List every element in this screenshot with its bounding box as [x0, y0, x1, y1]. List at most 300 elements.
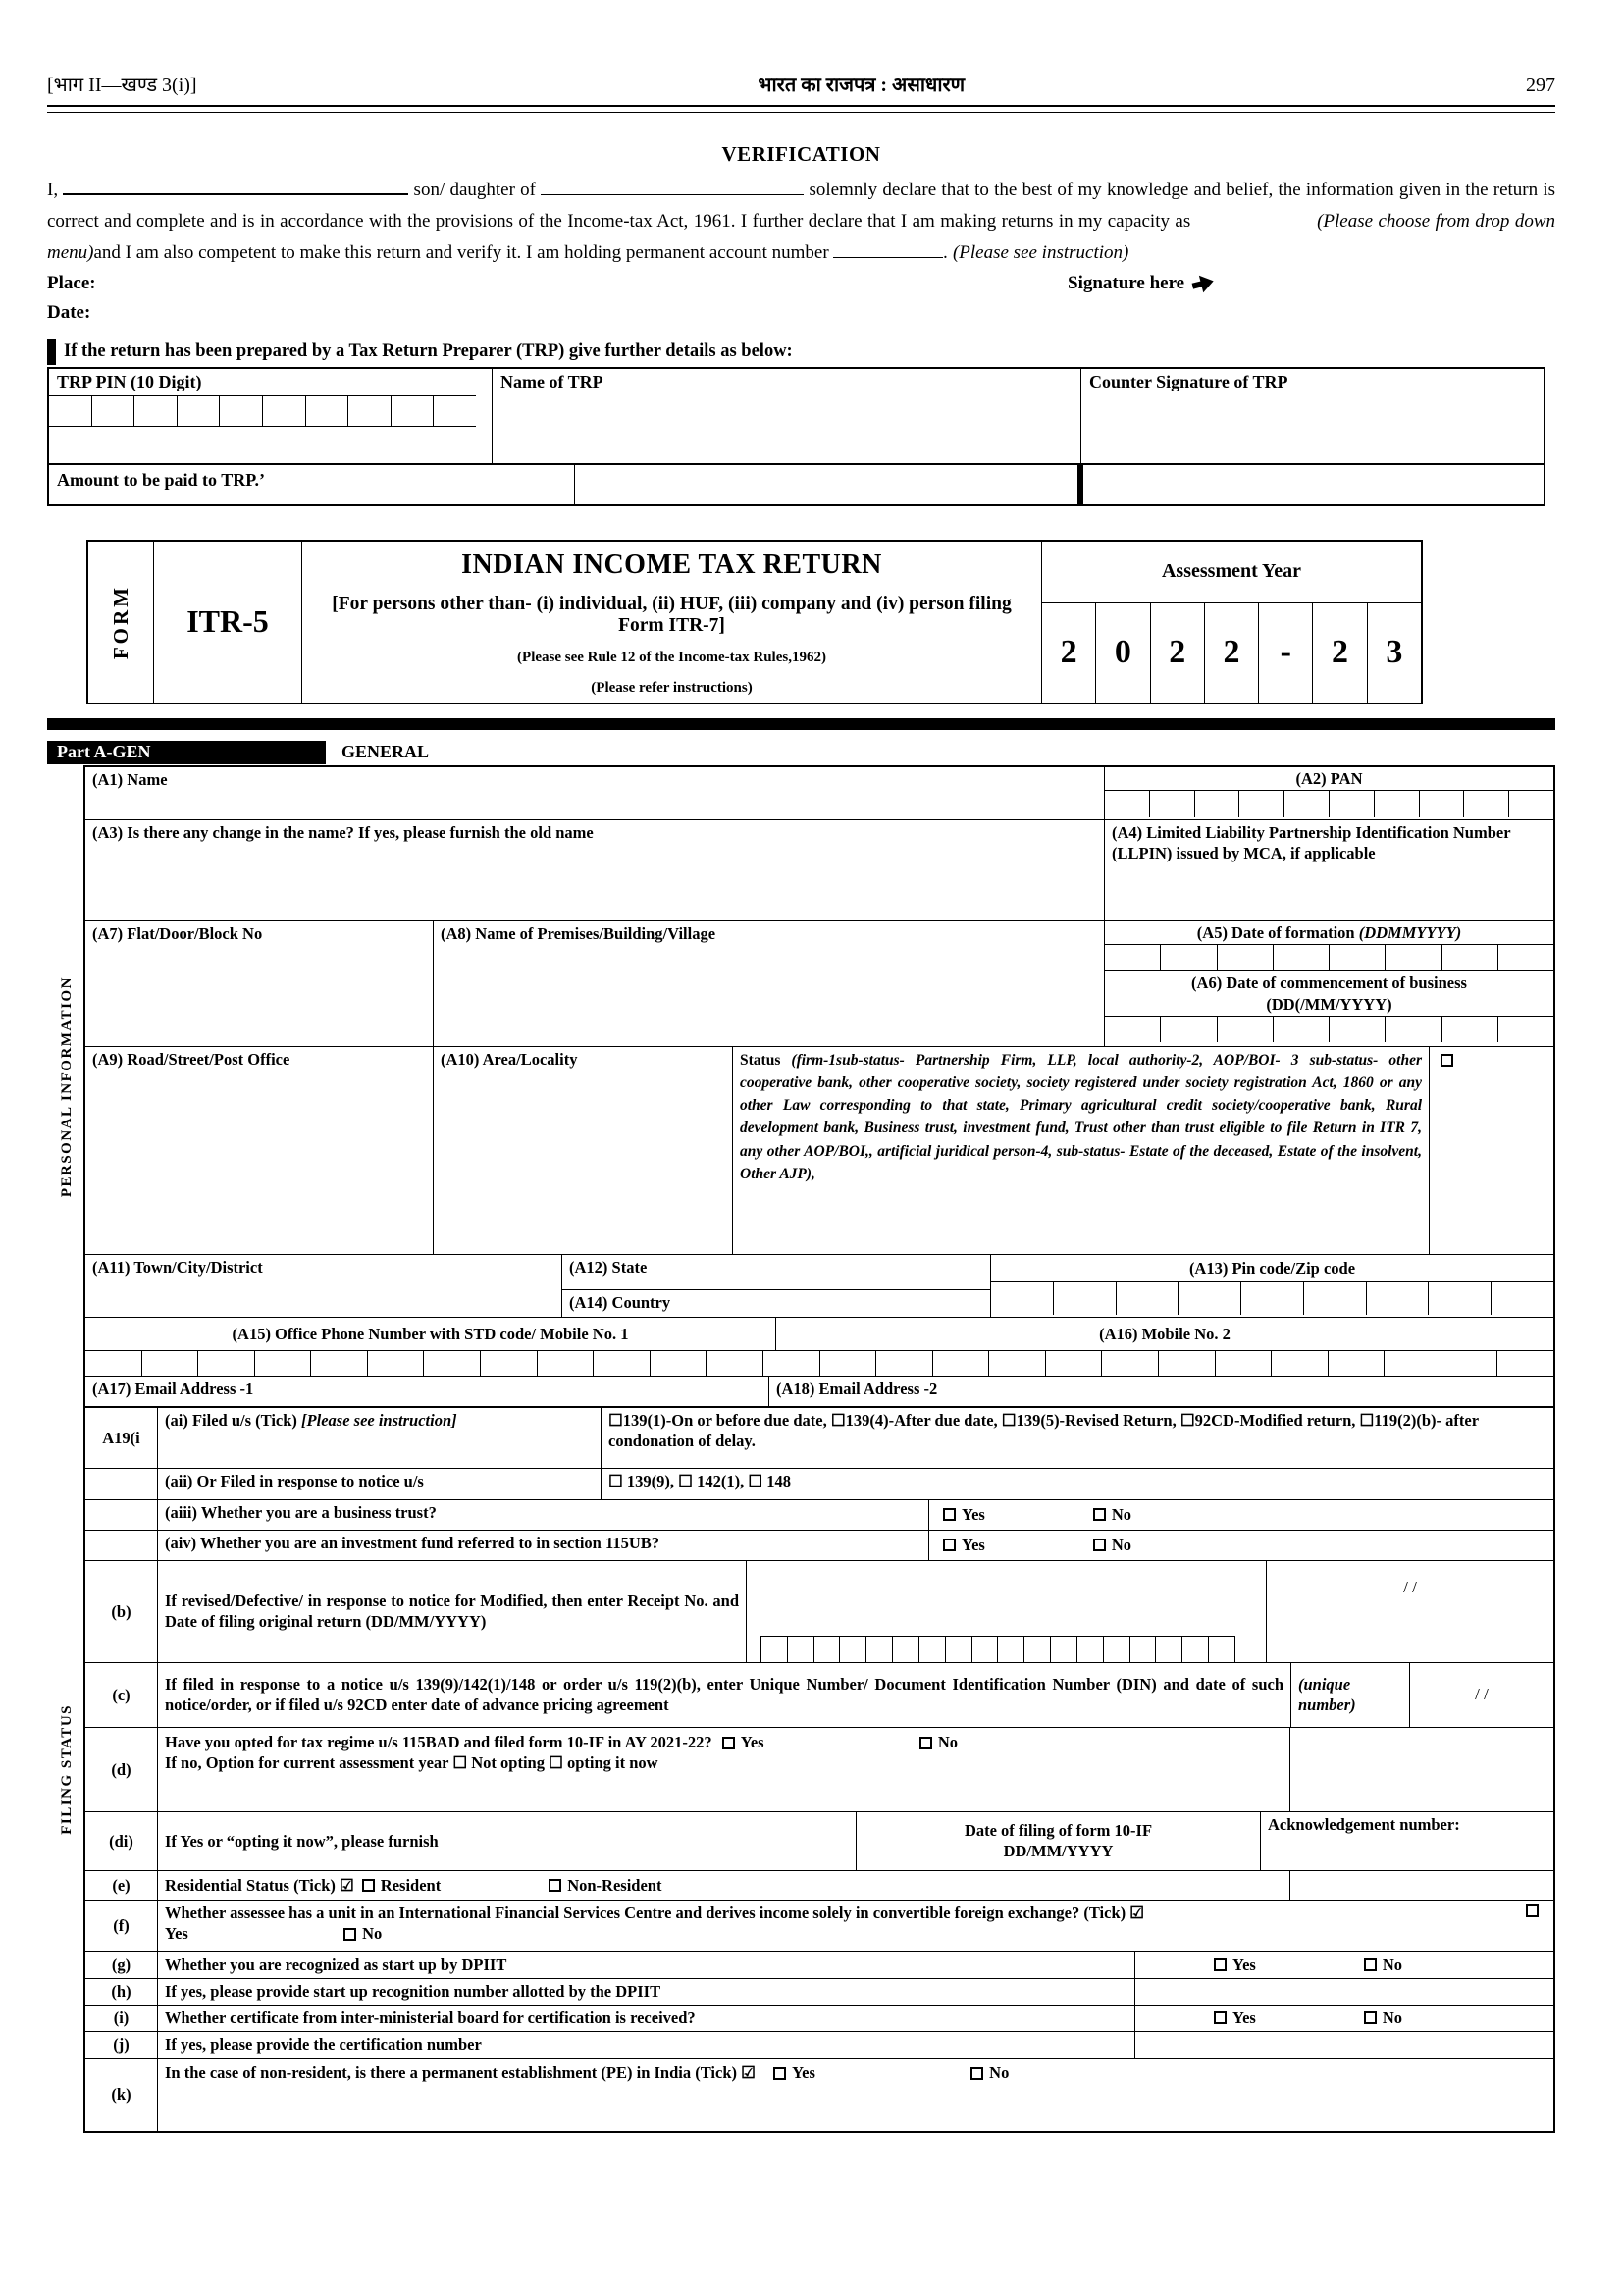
aiii-no-checkbox[interactable]: [1093, 1508, 1106, 1521]
dropdown-note: (Please choose from drop down menu): [47, 210, 1556, 263]
aiii-yes-checkbox[interactable]: [943, 1508, 956, 1521]
h-value-cell[interactable]: [1135, 1979, 1553, 2005]
f-no-checkbox[interactable]: [343, 1928, 356, 1941]
i-row-label: (i): [85, 2006, 158, 2031]
ai-label-text: (ai) Filed u/s (Tick): [165, 1410, 297, 1430]
digit-box[interactable]: [1209, 1637, 1234, 1662]
digit-box[interactable]: [1241, 1282, 1304, 1315]
row-aiii: [85, 1500, 1553, 1531]
di-acknowledgement-number[interactable]: Acknowledgement number:: [1268, 1814, 1460, 1834]
digit-box[interactable]: [1442, 945, 1498, 970]
e-empty-cell: [1290, 1871, 1553, 1900]
no-label: No: [937, 1732, 959, 1751]
digit-box[interactable]: [946, 1637, 972, 1662]
aiv-yes-checkbox[interactable]: [943, 1539, 956, 1551]
a5-format-note: (DDMMYYYY): [1358, 922, 1462, 942]
d-question-text: Have you opted for tax regime u/s 115BAD and filed form 10-IF in AY 2021-22?: [165, 1732, 712, 1751]
phone-number-boxes[interactable]: [85, 1351, 1553, 1376]
yes-label: Yes: [740, 1732, 764, 1751]
d-line1: [165, 1732, 1283, 1752]
d-empty-cell: [1290, 1728, 1553, 1811]
yes-label: Yes: [962, 1505, 985, 1524]
digit-box[interactable]: [1104, 1637, 1130, 1662]
a5-label-text: (A5) Date of formation: [1196, 922, 1355, 942]
parent-name-blank[interactable]: [541, 181, 804, 195]
assessment-year-label: Assessment Year: [1042, 542, 1421, 603]
a2-pan-label: (A2) PAN: [1105, 767, 1553, 791]
row-a3-a4: [85, 820, 1553, 921]
b-row-label: (b): [85, 1561, 158, 1662]
arrow-right-icon: [1190, 272, 1216, 294]
gazette-title-hindi: भारत का राजपत्र : असाधारण: [758, 75, 966, 96]
digit-box[interactable]: [1497, 1351, 1553, 1376]
di-date-line2: DD/MM/YYYY: [1003, 1842, 1114, 1861]
digit-box[interactable]: [893, 1637, 919, 1662]
field-d-115bad: [158, 1728, 1290, 1811]
form-subtitle: [For persons other than- (i) individual, (ii) HUF, (iii) company and (iv) person filing Form ITR-7]: [332, 594, 1012, 637]
form-code: ITR-5: [154, 542, 302, 703]
field-a5-a6-dates: [1105, 921, 1553, 1046]
digit-box[interactable]: [594, 1351, 651, 1376]
a13-pincode-label: (A13) Pin code/Zip code: [991, 1255, 1553, 1282]
c-row-label: (c): [85, 1663, 158, 1727]
resident-label: Resident: [380, 1875, 442, 1895]
digit-box[interactable]: [1429, 1282, 1492, 1315]
d-no-checkbox[interactable]: [919, 1737, 932, 1749]
field-k-permanent-establishment: [158, 2059, 1553, 2131]
yes-label: Yes: [165, 1924, 188, 1944]
row-label-cell: [85, 1531, 158, 1560]
field-a14-country[interactable]: (A14) Country: [569, 1292, 671, 1312]
trp-amount-row: [49, 463, 1544, 504]
field-c-din: If filed in response to a notice u/s 139(9)/142(1)/148 or order u/s 119(2)(b), enter Unique Number/ Document Identification Number (DIN) and date of such notice/order, or if filed u/s 92CD enter date of advance pricing agreement: [158, 1663, 1291, 1727]
digit-box[interactable]: [1420, 791, 1465, 817]
ay-digit: 0: [1096, 603, 1150, 703]
digit-box[interactable]: [1386, 1017, 1441, 1042]
digit-box[interactable]: [538, 1351, 595, 1376]
row-j: [85, 2032, 1553, 2059]
a5-date-of-formation-label: [1105, 921, 1553, 945]
signature-here: [1068, 273, 1214, 294]
digit-box[interactable]: [92, 396, 135, 426]
digit-box[interactable]: [1117, 1282, 1179, 1315]
digit-box[interactable]: [1077, 1637, 1104, 1662]
personal-information-sidebar: [49, 767, 85, 1406]
row-aii: [85, 1469, 1553, 1500]
form-vertical-cell: [88, 542, 154, 703]
digit-box[interactable]: [1442, 1017, 1498, 1042]
digit-box[interactable]: [1498, 1017, 1553, 1042]
digit-box[interactable]: [1159, 1351, 1216, 1376]
field-a15-phone: (A15) Office Phone Number with STD code/ Mobile No. 1: [85, 1318, 776, 1350]
digit-box[interactable]: [1105, 945, 1161, 970]
digit-box[interactable]: [85, 1351, 142, 1376]
ay-digit: 2: [1313, 603, 1367, 703]
digit-box[interactable]: [348, 396, 392, 426]
ay-digit: -: [1259, 603, 1313, 703]
a6-commencement-label: [1105, 971, 1553, 1017]
digit-box[interactable]: [876, 1351, 933, 1376]
field-a4-llpin[interactable]: (A4) Limited Liability Partnership Identification Number (LLPIN) issued by MCA, if applicable: [1112, 822, 1511, 863]
f-line2: [165, 1923, 1546, 1944]
f-line1: [165, 1903, 1546, 1923]
field-aii-notice: (aii) Or Filed in response to notice u/s: [158, 1469, 602, 1499]
declarant-name-blank[interactable]: [63, 180, 408, 195]
row-b: [85, 1561, 1553, 1663]
signature-here-label: Signature here: [1068, 272, 1185, 293]
digit-box[interactable]: [198, 1351, 255, 1376]
verification-title: VERIFICATION: [721, 142, 881, 166]
part-a-gen-tag: Part A-GEN: [47, 741, 326, 764]
field-a16-mobile2: (A16) Mobile No. 2: [1099, 1324, 1231, 1343]
digit-box[interactable]: [1375, 791, 1420, 817]
trp-pin-header: TRP PIN (10 Digit): [57, 371, 202, 391]
digit-box[interactable]: [1330, 945, 1386, 970]
filing-status-table: [58, 1408, 1555, 2133]
declaration-body: the best of my knowledge and belief, the information given in the return is correct and complete and is in accordance with the provisions of the Income-tax Act, 1961. I further declare that I am making returns in my capacity as: [47, 180, 1556, 232]
no-label: No: [1111, 1505, 1132, 1524]
digit-box[interactable]: [991, 1282, 1054, 1315]
row-a9-a10-status: [85, 1047, 1553, 1255]
digit-box[interactable]: [434, 396, 476, 426]
ay-digit: 3: [1386, 634, 1403, 671]
field-f-ifsc: [158, 1901, 1553, 1951]
row-h: [85, 1979, 1553, 2006]
row-a17-a18: [85, 1377, 1553, 1406]
g-no-checkbox[interactable]: [1364, 1958, 1377, 1971]
form-title-cell: [302, 542, 1042, 703]
place-label: Place:: [47, 272, 96, 293]
c-unique-number-note[interactable]: (unique number): [1291, 1663, 1410, 1727]
i-no-checkbox[interactable]: [1364, 2011, 1377, 2024]
assessment-year-digits: [1042, 603, 1421, 703]
field-a3-name-change[interactable]: (A3) Is there any change in the name? If yes, please furnish the old name: [85, 820, 1105, 920]
form-vertical-label: FORM: [108, 584, 132, 659]
row-i: [85, 2006, 1553, 2032]
g-row-label: (g): [85, 1952, 158, 1978]
field-j-certification-number: If yes, please provide the certification number: [158, 2032, 1135, 2058]
d-row-label: (d): [85, 1728, 158, 1811]
digit-box[interactable]: [255, 1351, 312, 1376]
digit-box[interactable]: [1386, 945, 1441, 970]
row-label-cell: [85, 1500, 158, 1530]
field-aiii-business-trust: (aiii) Whether you are a business trust?: [158, 1500, 929, 1530]
digit-box[interactable]: [1274, 945, 1330, 970]
digit-box[interactable]: [424, 1351, 481, 1376]
field-e-residential-status: [158, 1871, 1290, 1900]
filing-status-sidebar: [49, 1408, 85, 2131]
non-resident-label: Non-Resident: [567, 1875, 662, 1895]
digit-box[interactable]: [1161, 945, 1217, 970]
i-yes-checkbox[interactable]: [1214, 2011, 1227, 2024]
digit-box[interactable]: [1161, 1017, 1217, 1042]
trp-pin-cell: [49, 369, 493, 463]
field-ai-filed-us: [158, 1408, 602, 1468]
trp-amount-label: Amount to be paid to TRP.’: [49, 465, 575, 504]
digit-box[interactable]: [178, 396, 221, 426]
digit-box[interactable]: [1330, 791, 1375, 817]
digit-box[interactable]: [1509, 791, 1553, 817]
f-question-text: Whether assessee has a unit in an International Financial Services Centre and derives income solely in convertible foreign exchange? (Tick) ☑: [165, 1903, 1145, 1922]
field-a12-state[interactable]: (A12) State: [562, 1255, 990, 1290]
row-f: [85, 1901, 1553, 1952]
field-a2-pan: [1105, 767, 1553, 819]
e-label-text: Residential Status (Tick) ☑: [165, 1875, 354, 1895]
digit-box[interactable]: [368, 1351, 425, 1376]
digit-box[interactable]: [1024, 1637, 1051, 1662]
gazette-header: [47, 71, 1555, 97]
digit-box[interactable]: [1218, 1017, 1274, 1042]
digit-box[interactable]: [1274, 1017, 1330, 1042]
status-checkbox-cell: [1430, 1047, 1553, 1254]
digit-box[interactable]: [840, 1637, 866, 1662]
d-line2[interactable]: If no, Option for current assessment year ☐ Not opting ☐ opting it now: [165, 1753, 658, 1773]
yes-label: Yes: [792, 2062, 815, 2082]
trp-intro-text: If the return has been prepared by a Tax Return Preparer (TRP) give further details as below:: [64, 341, 793, 362]
no-label: No: [989, 2062, 1010, 2082]
digit-box[interactable]: [1329, 1351, 1386, 1376]
trp-pin-boxes[interactable]: [49, 395, 476, 427]
digit-box[interactable]: [933, 1351, 990, 1376]
trp-counter-signature-area[interactable]: [1077, 465, 1544, 504]
field-g-dpiit: Whether you are recognized as start up by DPIIT: [158, 1952, 1135, 1978]
son-daughter-label: son/ daughter of: [413, 180, 536, 200]
field-a18-email2[interactable]: (A18) Email Address -2: [776, 1379, 938, 1398]
a6-date-boxes[interactable]: [1105, 1017, 1553, 1042]
digit-box[interactable]: [1102, 1351, 1159, 1376]
field-a12-a14: [562, 1255, 991, 1317]
ay-digit: 2: [1042, 603, 1096, 703]
personal-information-sidebar-label: PERSONAL INFORMATION: [58, 975, 75, 1197]
digit-box[interactable]: [651, 1351, 707, 1376]
digit-box[interactable]: [142, 1351, 199, 1376]
digit-box[interactable]: [1179, 1282, 1241, 1315]
pan-boxes[interactable]: [1105, 791, 1553, 817]
digit-box[interactable]: [311, 1351, 368, 1376]
digit-box[interactable]: [263, 396, 306, 426]
c-date-slashes[interactable]: / /: [1475, 1685, 1489, 1704]
header-double-rule: [47, 105, 1555, 113]
assessment-year-cell: [1042, 542, 1421, 703]
digit-box[interactable]: [1216, 1351, 1273, 1376]
digit-box[interactable]: [761, 1637, 788, 1662]
no-label: No: [1382, 1955, 1403, 1974]
k-no-checkbox[interactable]: [970, 2067, 983, 2080]
itr-form-header: [86, 540, 1423, 704]
aiv-yes-no: [929, 1531, 1553, 1560]
digit-box[interactable]: [1385, 1351, 1441, 1376]
no-label: No: [362, 1924, 383, 1944]
field-a17-email1[interactable]: (A17) Email Address -1: [85, 1377, 769, 1406]
trp-amount-value-field[interactable]: [575, 465, 1077, 504]
digit-box[interactable]: [1239, 791, 1284, 817]
digit-box[interactable]: [1367, 1282, 1430, 1315]
digit-box[interactable]: [1218, 945, 1274, 970]
row-k: [85, 2059, 1553, 2131]
digit-box[interactable]: [788, 1637, 814, 1662]
part-a-gen-row: [47, 740, 1555, 765]
yes-label: Yes: [1232, 1955, 1256, 1974]
status-checkbox[interactable]: [1441, 1054, 1453, 1067]
declarant-prefix: I,: [47, 180, 59, 200]
digit-box[interactable]: [1304, 1282, 1367, 1315]
d-yes-checkbox[interactable]: [722, 1737, 735, 1749]
b-receipt-boxes[interactable]: [760, 1636, 1235, 1662]
section-divider-bar: [47, 718, 1555, 730]
di-date-of-filing[interactable]: [857, 1812, 1261, 1870]
field-a9-road-street[interactable]: (A9) Road/Street/Post Office: [85, 1047, 434, 1254]
f-trailing-checkbox[interactable]: [1526, 1904, 1539, 1917]
digit-box[interactable]: [919, 1637, 946, 1662]
pincode-boxes[interactable]: [991, 1282, 1553, 1315]
digit-box[interactable]: [1156, 1637, 1182, 1662]
yes-label: Yes: [962, 1536, 985, 1554]
aiii-yes-no: [929, 1500, 1553, 1530]
row-phone-boxes: [85, 1351, 1553, 1377]
row-a1-a2: [85, 767, 1553, 820]
field-a1-name[interactable]: (A1) Name: [85, 767, 1105, 819]
digit-box[interactable]: [1054, 1282, 1117, 1315]
ai-section-options[interactable]: ☐139(1)-On or before due date, ☐139(4)-After due date, ☐139(5)-Revised Return, ☐92CD-Modified return, ☐119(2)(b)- after condonation of delay.: [608, 1410, 1479, 1451]
di-date-line1: Date of filing of form 10-IF: [964, 1820, 1153, 1840]
field-status: [733, 1047, 1430, 1254]
declaration-lead: solemnly declare that to: [809, 180, 989, 200]
field-b-revised-receipt: If revised/Defective/ in response to notice for Modified, then enter Receipt No. and Date of filing original return (DD/MM/YYYY): [158, 1561, 747, 1662]
a5-date-boxes[interactable]: [1105, 945, 1553, 971]
row-di: [85, 1812, 1553, 1871]
digit-box[interactable]: [1272, 1351, 1329, 1376]
digit-box[interactable]: [1130, 1637, 1157, 1662]
digit-box[interactable]: [1195, 791, 1240, 817]
field-a13-pincode: [991, 1255, 1553, 1317]
row-a11-a12-a13-a14: [85, 1255, 1553, 1318]
trp-table: [47, 367, 1545, 506]
field-di-furnish: If Yes or “opting it now”, please furnish: [158, 1812, 857, 1870]
trp-counter-signature-field[interactable]: Counter Signature of TRP: [1089, 371, 1288, 391]
digit-box[interactable]: [1284, 791, 1330, 817]
see-instruction-note: . (Please see instruction): [943, 241, 1129, 263]
digit-box[interactable]: [1105, 791, 1150, 817]
date-label: Date:: [47, 301, 91, 323]
digit-box[interactable]: [392, 396, 435, 426]
aii-section-options[interactable]: ☐ 139(9), ☐ 142(1), ☐ 148: [608, 1471, 791, 1490]
no-label: No: [1111, 1536, 1132, 1554]
k-question-text: In the case of non-resident, is there a permanent establishment (PE) in India (Tick) ☑: [165, 2062, 756, 2082]
trp-name-field[interactable]: Name of TRP: [493, 369, 1081, 463]
row-g: [85, 1952, 1553, 1979]
g-yes-checkbox[interactable]: [1214, 1958, 1227, 1971]
declaration-body-2: and I am also competent to make this return and verify it. I am holding permanent account number: [93, 241, 829, 263]
e-row-label: (e): [85, 1871, 158, 1900]
verification-paragraph: [47, 175, 1555, 269]
e-non-resident-checkbox[interactable]: [549, 1879, 561, 1892]
digit-box[interactable]: [1182, 1637, 1209, 1662]
digit-box[interactable]: [1330, 1017, 1386, 1042]
ay-digit: 2: [1151, 603, 1205, 703]
trp-intro-line: [47, 339, 1555, 365]
row-label-cell: [85, 1469, 158, 1499]
row-d: [85, 1728, 1553, 1812]
status-label: Status: [740, 1051, 781, 1069]
row-aiv: [85, 1531, 1553, 1561]
i-yes-no: [1135, 2006, 1553, 2031]
row-a15-a16: [85, 1318, 1553, 1351]
digit-box[interactable]: [481, 1351, 538, 1376]
a6-label-line1: (A6) Date of commencement of business: [1191, 973, 1467, 993]
b-receipt-area[interactable]: [747, 1561, 1267, 1662]
field-a8-premises[interactable]: (A8) Name of Premises/Building/Village: [434, 921, 1105, 1046]
k-yes-checkbox[interactable]: [773, 2067, 786, 2080]
digit-box[interactable]: [820, 1351, 877, 1376]
row-a19-ai: [85, 1408, 1553, 1469]
personal-information-table: [58, 765, 1555, 1408]
h-row-label: (h): [85, 1979, 158, 2005]
digit-box[interactable]: [134, 396, 178, 426]
j-value-cell[interactable]: [1135, 2032, 1553, 2058]
digit-box[interactable]: [1105, 1017, 1161, 1042]
field-a10-area-locality[interactable]: (A10) Area/Locality: [434, 1047, 733, 1254]
b-date-slashes[interactable]: / /: [1403, 1577, 1417, 1596]
row-e: [85, 1871, 1553, 1901]
k-row-label: (k): [85, 2059, 158, 2131]
e-resident-checkbox[interactable]: [362, 1879, 375, 1892]
page-number: 297: [1526, 75, 1555, 96]
digit-box[interactable]: [1498, 945, 1553, 970]
black-bullet-icon: [47, 339, 56, 365]
digit-box[interactable]: [989, 1351, 1046, 1376]
status-options-text: (firm-1sub-status- Partnership Firm, LLP, local authority-2, AOP/BOI- 3 sub-status- other cooperative bank, other cooperative society, society registered under society registration Act, 1860 or any other Law corresponding to that state, Primary agricultural credit society/cooperative bank, Rural development bank, Business trust, investment fund, Trust other than trust eligible to file Return in ITR 7, any other AOP/BOI,, artificial juridical person-4, sub-status- Estate of the deceased, Estate of the insolvent, Other AJP),: [740, 1051, 1422, 1182]
digit-box[interactable]: [763, 1351, 820, 1376]
a6-label-line2: (DD(/MM/YYYY): [1266, 994, 1392, 1014]
g-yes-no: [1135, 1952, 1553, 1978]
trp-header-row: [49, 369, 1544, 463]
pan-number-blank[interactable]: [833, 243, 943, 258]
yes-label: Yes: [1232, 2008, 1256, 2027]
digit-box[interactable]: [707, 1351, 763, 1376]
filing-status-sidebar-label: FILING STATUS: [58, 1703, 75, 1835]
form-instruction-note: (Please refer instructions): [591, 679, 753, 696]
digit-box[interactable]: [866, 1637, 893, 1662]
aiv-no-checkbox[interactable]: [1093, 1539, 1106, 1551]
digit-box[interactable]: [998, 1637, 1024, 1662]
digit-box[interactable]: [1441, 1351, 1498, 1376]
digit-box[interactable]: [220, 396, 263, 426]
field-a11-town-city[interactable]: (A11) Town/City/District: [85, 1255, 562, 1317]
a19-row-label: A19(i: [85, 1408, 158, 1468]
digit-box[interactable]: [1046, 1351, 1103, 1376]
field-i-certificate: Whether certificate from inter-ministerial board for certification is received?: [158, 2006, 1135, 2031]
place-line: [47, 273, 1555, 294]
field-a7-flat-door-block[interactable]: (A7) Flat/Door/Block No: [85, 921, 434, 1046]
digit-box[interactable]: [1464, 791, 1509, 817]
digit-box[interactable]: [49, 396, 92, 426]
gazette-part-ref: [भाग II—खण्ड 3(i)]: [47, 75, 197, 96]
form-title: INDIAN INCOME TAX RETURN: [461, 548, 882, 580]
general-label: GENERAL: [341, 742, 430, 762]
digit-box[interactable]: [1051, 1637, 1077, 1662]
ay-digit: 2: [1205, 603, 1259, 703]
ai-instruction-note: [Please see instruction]: [301, 1410, 457, 1430]
row-a7-a8-a5-a6: [85, 921, 1553, 1047]
row-c: [85, 1663, 1553, 1728]
digit-box[interactable]: [1150, 791, 1195, 817]
no-label: No: [1382, 2008, 1403, 2027]
j-row-label: (j): [85, 2032, 158, 2058]
digit-box[interactable]: [972, 1637, 999, 1662]
digit-box[interactable]: [814, 1637, 841, 1662]
digit-box[interactable]: [306, 396, 349, 426]
digit-box[interactable]: [1492, 1282, 1553, 1315]
